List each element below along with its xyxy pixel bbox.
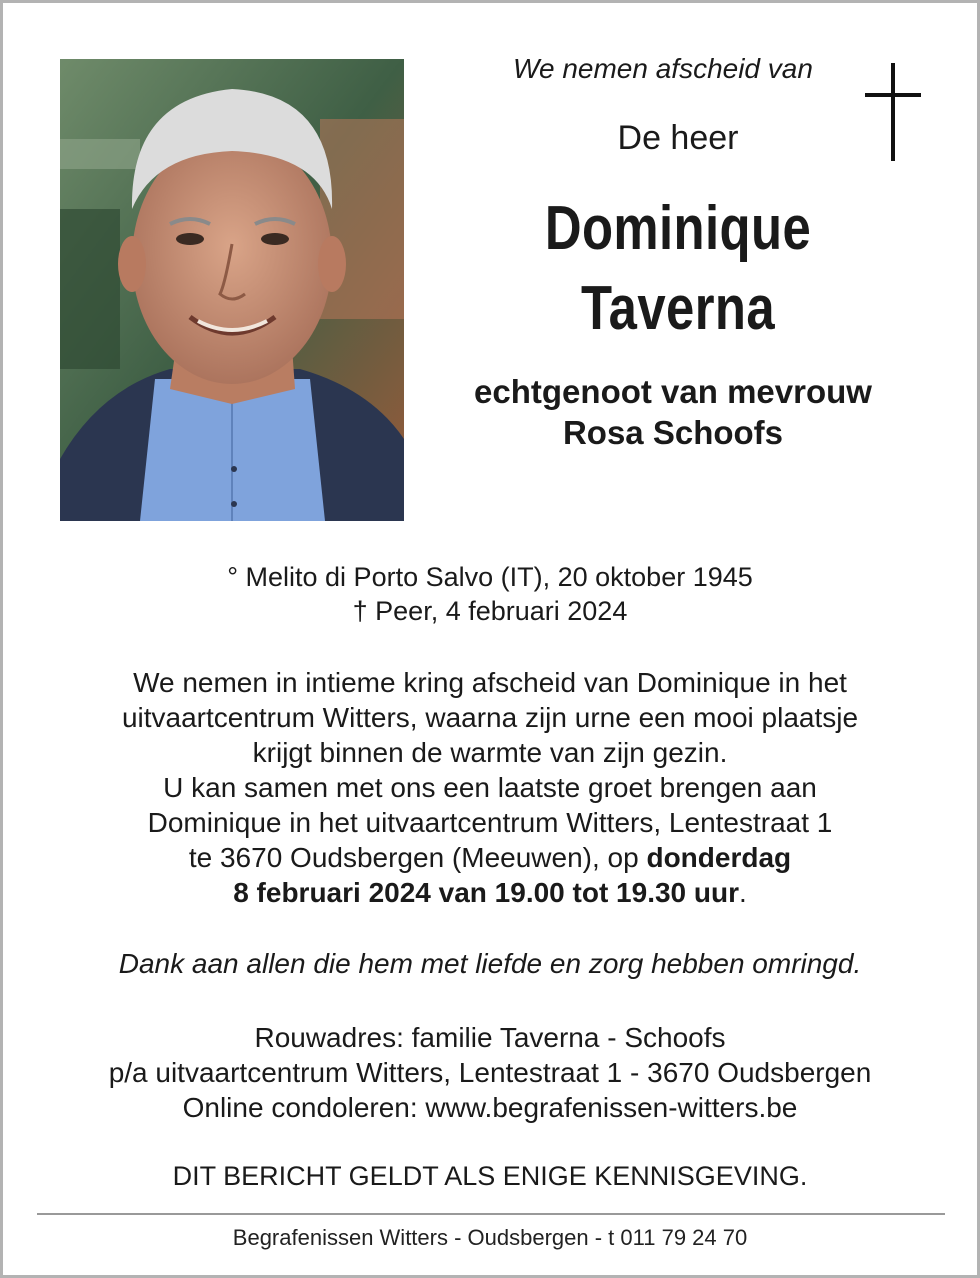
death-line: † Peer, 4 februari 2024 <box>352 596 628 626</box>
notice-text: DIT BERICHT GELDT ALS ENIGE KENNISGEVING. <box>172 1161 808 1191</box>
body-text-plain: te 3670 Oudsbergen (Meeuwen), op <box>188 842 647 873</box>
body-line: Dominique in het uitvaartcentrum Witters, Lentestraat 1 <box>147 807 833 838</box>
spouse-line-2: Rosa Schoofs <box>562 414 784 451</box>
thanks-text: Dank aan allen die hem met liefde en zorg hebben omringd. <box>118 948 862 979</box>
address-line: Rouwadres: familie Taverna - Schoofs <box>254 1022 726 1053</box>
condolence-link: Online condoleren: www.begrafenissen-witters.be <box>182 1092 798 1123</box>
deceased-name <box>485 189 870 349</box>
intro-text: We nemen afscheid van <box>513 53 813 84</box>
address-line: p/a uitvaartcentrum Witters, Lentestraat 1 - 3670 Oudsbergen <box>108 1057 872 1088</box>
ceremony-day: donderdag <box>646 842 792 873</box>
body-line <box>3 875 977 910</box>
mourning-address <box>3 1020 977 1125</box>
spouse-line-1: echtgenoot van mevrouw <box>474 373 872 410</box>
body-line: krijgt binnen de warmte van zijn gezin. <box>252 737 728 768</box>
title-prefix: De heer <box>617 119 739 157</box>
spouse-info <box>433 371 913 453</box>
life-dates <box>3 560 977 628</box>
ceremony-text <box>3 665 977 910</box>
funeral-home-footer: Begrafenissen Witters - Oudsbergen - t 011 79 24 70 <box>232 1225 748 1250</box>
portrait-illustration <box>60 59 404 521</box>
first-name: Dominique <box>544 194 812 263</box>
ceremony-date-time: 8 februari 2024 van 19.00 tot 19.30 uur <box>233 877 740 908</box>
body-line: uitvaartcentrum Witters, waarna zijn urne een mooi plaatsje <box>121 702 859 733</box>
portrait-photo <box>60 59 404 521</box>
last-name: Taverna <box>580 274 776 343</box>
body-line: We nemen in intieme kring afscheid van Dominique in het <box>133 667 847 698</box>
body-line <box>3 840 977 875</box>
body-line: U kan samen met ons een laatste groet brengen aan <box>163 772 817 803</box>
footer-divider <box>37 1213 945 1215</box>
body-text-plain: . <box>739 877 747 908</box>
birth-line: ° Melito di Porto Salvo (IT), 20 oktober 1945 <box>227 562 753 592</box>
